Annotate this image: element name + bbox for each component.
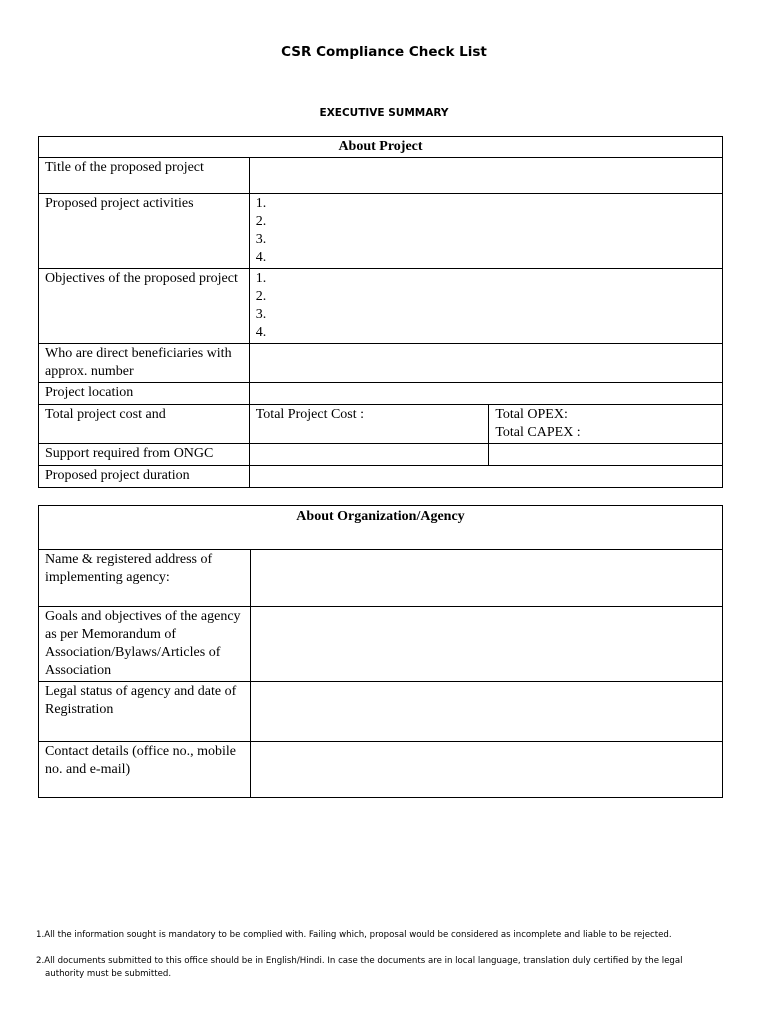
objectives-value-cell[interactable] bbox=[249, 269, 722, 344]
footnote-2 bbox=[36, 955, 736, 981]
list-number: 2. bbox=[255, 214, 267, 229]
list-number: 3. bbox=[255, 307, 267, 322]
row-label-location: Project location bbox=[39, 383, 250, 405]
goals-value-cell[interactable] bbox=[250, 607, 722, 682]
list-number: 4. bbox=[255, 325, 267, 340]
about-project-table bbox=[38, 136, 723, 488]
support-extra-cell[interactable] bbox=[489, 444, 723, 466]
duration-value-cell[interactable] bbox=[249, 466, 722, 488]
row-label-objectives: Objectives of the proposed project bbox=[39, 269, 250, 344]
about-agency-table bbox=[38, 505, 723, 798]
list-number: 4. bbox=[255, 250, 267, 265]
document-title: CSR Compliance Check List bbox=[281, 44, 487, 60]
list-number: 1. bbox=[255, 196, 267, 211]
legal-status-value-cell[interactable] bbox=[250, 682, 722, 742]
row-label-legal-status: Legal status of agency and date of Registration bbox=[39, 682, 251, 742]
footnote-1: 1.All the information sought is mandatory to be complied with. Failing which, proposal would be considered as incomplete and liable to be rejected. bbox=[36, 930, 672, 940]
row-label-support: Support required from ONGC bbox=[39, 444, 250, 466]
total-project-cost-cell[interactable]: Total Project Cost : bbox=[249, 405, 489, 444]
row-label-goals: Goals and objectives of the agency as per Memorandum of Association/Bylaws/Articles of Association bbox=[39, 607, 251, 682]
support-value-cell[interactable] bbox=[249, 444, 489, 466]
row-label-title: Title of the proposed project bbox=[39, 158, 250, 194]
footnote-2-line-1: 2.All documents submitted to this office should be in English/Hindi. In case the documents are in local language, translation duly certified by the legal bbox=[36, 956, 683, 966]
row-label-activities: Proposed project activities bbox=[39, 194, 250, 269]
list-number: 1. bbox=[255, 271, 267, 286]
title-value-cell[interactable] bbox=[249, 158, 722, 194]
opex-capex-cell[interactable] bbox=[489, 405, 723, 444]
row-label-beneficiaries: Who are direct beneficiaries with approx. number bbox=[39, 344, 250, 383]
row-label-contact: Contact details (office no., mobile no. and e-mail) bbox=[39, 742, 251, 798]
agency-name-value-cell[interactable] bbox=[250, 550, 722, 607]
location-value-cell[interactable] bbox=[249, 383, 722, 405]
contact-value-cell[interactable] bbox=[250, 742, 722, 798]
list-number: 2. bbox=[255, 289, 267, 304]
row-label-duration: Proposed project duration bbox=[39, 466, 250, 488]
footnotes bbox=[36, 929, 736, 981]
row-label-cost: Total project cost and bbox=[39, 405, 250, 444]
activities-value-cell[interactable] bbox=[249, 194, 722, 269]
list-number: 3. bbox=[255, 232, 267, 247]
total-capex-label: Total CAPEX : bbox=[495, 425, 581, 440]
footnote-2-line-2: authority must be submitted. bbox=[45, 969, 172, 979]
beneficiaries-value-cell[interactable] bbox=[249, 344, 722, 383]
section-subtitle: EXECUTIVE SUMMARY bbox=[319, 107, 449, 119]
about-agency-heading: About Organization/Agency bbox=[39, 506, 723, 550]
row-label-agency-name: Name & registered address of implementing agency: bbox=[39, 550, 251, 607]
total-opex-label: Total OPEX: bbox=[495, 407, 568, 422]
about-project-heading: About Project bbox=[39, 137, 723, 158]
